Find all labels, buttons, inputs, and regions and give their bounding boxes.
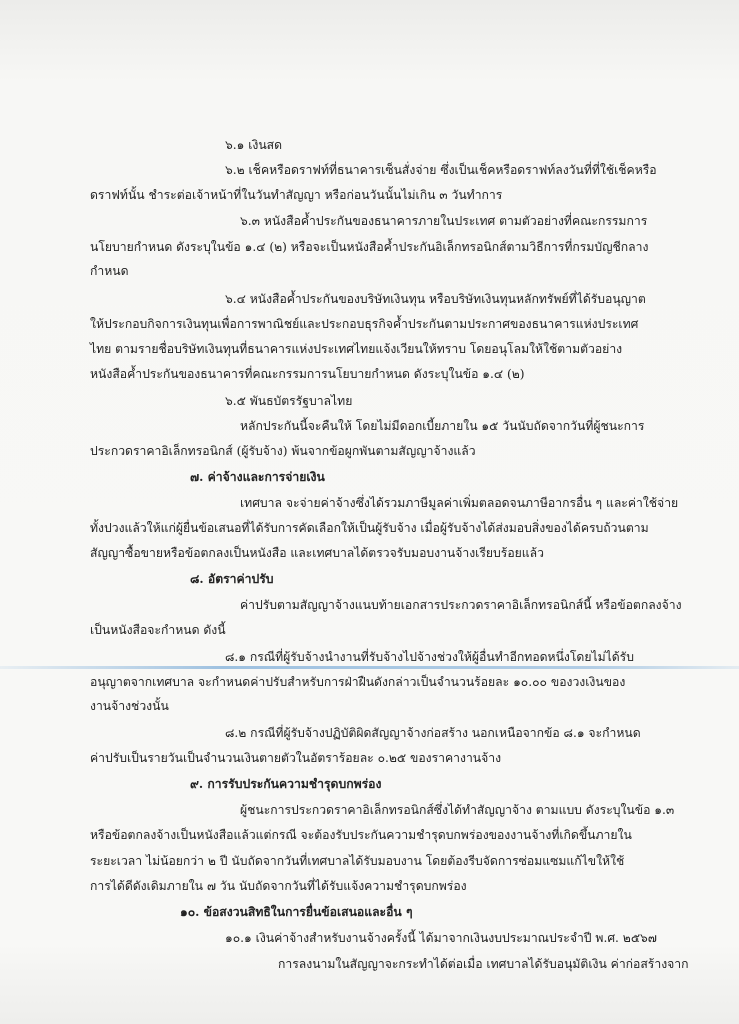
text-line: นโยบายกำหนด ดังระบุในข้อ ๑.๔ (๒) หรือจะเป็นหนังสือค้ำประกันอิเล็กทรอนิกส์ตามวิธีการที่กรมบัญชีกลาง [90, 240, 649, 254]
text-line: กำหนด [90, 264, 129, 278]
clause-6-3: ๖.๓ หนังสือค้ำประกันของธนาคารภายในประเทศ ตามตัวอย่างที่คณะกรรมการ [240, 214, 648, 228]
text-line: ค่าปรับเป็นรายวันเป็นจำนวนเงินตายตัวในอัตราร้อยละ ๐.๒๕ ของราคางานจ้าง [90, 751, 502, 765]
text-line: หลักประกันนี้จะคืนให้ โดยไม่มีดอกเบี้ยภายใน ๑๕ วันนับถัดจากวันที่ผู้ชนะการ [240, 419, 645, 433]
text-line: งานจ้างช่วงนั้น [90, 699, 169, 713]
text-line: การได้ดีดังเดิมภายใน ๗ วัน นับถัดจากวันที่ได้รับแจ้งความชำรุดบกพร่อง [90, 879, 467, 893]
text-line: หนังสือค้ำประกันของธนาคารที่คณะกรรมการนโยบายกำหนด ดังระบุในข้อ ๑.๔ (๒) [90, 367, 525, 381]
text-line: หรือข้อตกลงจ้างเป็นหนังสือแล้วแต่กรณี จะต้องรับประกันความชำรุดบกพร่องของงานจ้างที่เกิดขึ้นภายใน [90, 828, 632, 842]
clause-6-2: ๖.๒ เช็คหรือดราฟท์ที่ธนาคารเซ็นสั่งจ่าย ซึ่งเป็นเช็คหรือดราฟท์ลงวันที่ที่ใช้เช็คหรือ [225, 163, 657, 177]
section-heading-10: ๑๐. ข้อสงวนสิทธิในการยื่นข้อเสนอและอื่น ๆ [180, 905, 413, 919]
text-line: อนุญาตจากเทศบาล จะกำหนดค่าปรับสำหรับการฝ่าฝืนดังกล่าวเป็นจำนวนร้อยละ ๑๐.๐๐ ของวงเงินของ [90, 675, 626, 689]
clause-8-1: ๘.๑ กรณีที่ผู้รับจ้างนำงานที่รับจ้างไปจ้างช่วงให้ผู้อื่นทำอีกทอดหนึ่งโดยไม่ได้รับ [225, 650, 634, 664]
text-line: ค่าปรับตามสัญญาจ้างแนบท้ายเอกสารประกวดราคาอิเล็กทรอนิกส์นี้ หรือข้อตกลงจ้าง [240, 598, 682, 612]
clause-8-2: ๘.๒ กรณีที่ผู้รับจ้างปฏิบัติผิดสัญญาจ้างก่อสร้าง นอกเหนือจากข้อ ๘.๑ จะกำหนด [225, 726, 641, 740]
text-line: ประกวดราคาอิเล็กทรอนิกส์ (ผู้รับจ้าง) พ้นจากข้อผูกพันตามสัญญาจ้างแล้ว [90, 444, 476, 458]
text-line: ทั้งปวงแล้วให้แก่ผู้ยื่นข้อเสนอที่ได้รับการคัดเลือกให้เป็นผู้รับจ้าง เมื่อผู้รับจ้างได้ส่งมอบสิ่งของได้ครบถ้วนตาม [90, 521, 649, 535]
clause-6-4: ๖.๔ หนังสือค้ำประกันของบริษัทเงินทุน หรือบริษัทเงินทุนหลักทรัพย์ที่ได้รับอนุญาต [225, 292, 646, 306]
text-line: ไทย ตามรายชื่อบริษัทเงินทุนที่ธนาคารแห่งประเทศไทยแจ้งเวียนให้ทราบ โดยอนุโลมให้ใช้ตามตัวอย่าง [90, 342, 623, 356]
section-heading-9: ๙. การรับประกันความชำรุดบกพร่อง [190, 777, 382, 791]
clause-6-1: ๖.๑ เงินสด [225, 138, 283, 152]
text-line: ระยะเวลา ไม่น้อยกว่า ๒ ปี นับถัดจากวันที่เทศบาลได้รับมอบงาน โดยต้องรีบจัดการซ่อมแซมแก้ไขให้ใช้ [90, 854, 625, 868]
clause-6-5: ๖.๕ พันธบัตรรัฐบาลไทย [225, 394, 353, 408]
page-fold-line [0, 666, 739, 669]
text-line: ดราฟท์นั้น ชำระต่อเจ้าหน้าที่ในวันทำสัญญา หรือก่อนวันนั้นไม่เกิน ๓ วันทำการ [90, 188, 503, 202]
text-line: ให้ประกอบกิจการเงินทุนเพื่อการพาณิชย์และประกอบธุรกิจค้ำประกันตามประกาศของธนาคารแห่งประเทศ [90, 317, 639, 331]
text-line: เทศบาล จะจ่ายค่าจ้างซึ่งได้รวมภาษีมูลค่าเพิ่มตลอดจนภาษีอากรอื่น ๆ และค่าใช้จ่าย [240, 496, 679, 510]
text-line: สัญญาซื้อขายหรือข้อตกลงเป็นหนังสือ และเทศบาลได้ตรวจรับมอบงานจ้างเรียบร้อยแล้ว [90, 546, 544, 560]
section-heading-8: ๘. อัตราค่าปรับ [190, 572, 274, 586]
section-heading-7: ๗. ค่าจ้างและการจ่ายเงิน [190, 470, 325, 484]
clause-10-1: ๑๐.๑ เงินค่าจ้างสำหรับงานจ้างครั้งนี้ ได้มาจากเงินงบประมาณประจำปี พ.ศ. ๒๕๖๗ [225, 931, 657, 945]
text-line: การลงนามในสัญญาจะกระทำได้ต่อเมื่อ เทศบาลได้รับอนุมัติเงิน ค่าก่อสร้างจาก [278, 957, 689, 971]
text-line: ผู้ชนะการประกวดราคาอิเล็กทรอนิกส์ซึ่งได้ทำสัญญาจ้าง ตามแบบ ดังระบุในข้อ ๑.๓ [240, 803, 675, 817]
text-line: เป็นหนังสือจะกำหนด ดังนี้ [90, 623, 226, 637]
